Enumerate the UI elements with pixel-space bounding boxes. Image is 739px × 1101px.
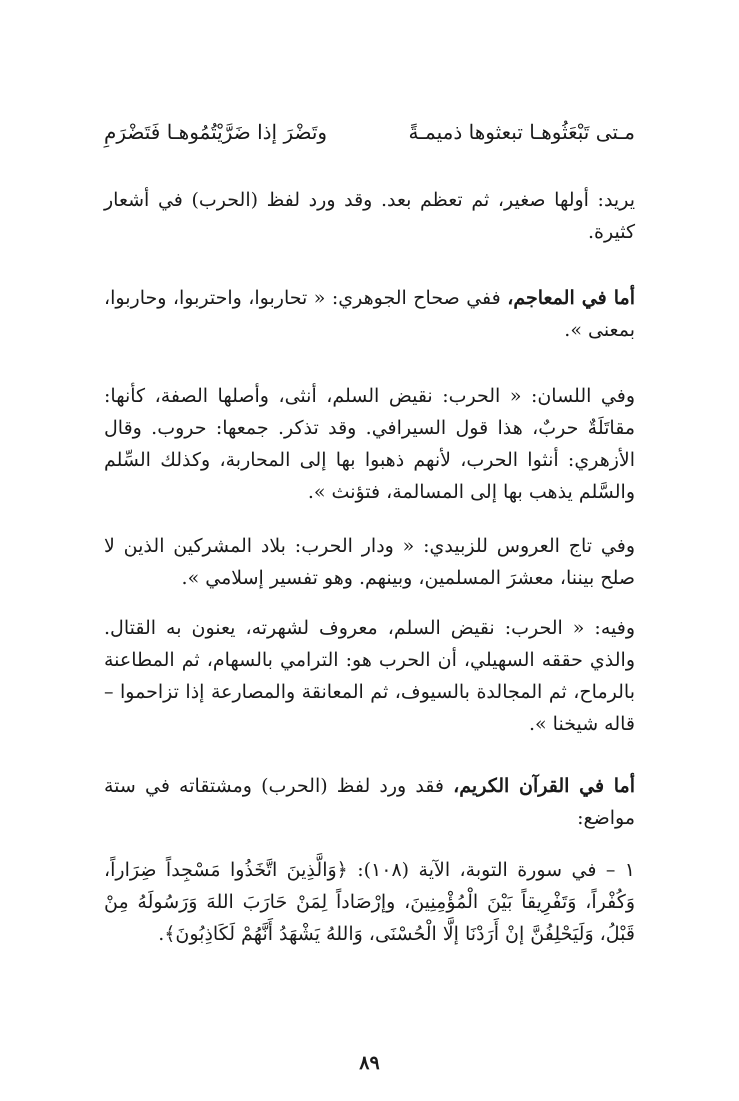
- paragraph-quran-lead: أما في القرآن الكريم،: [453, 775, 635, 797]
- paragraph-quran-intro: [104, 770, 635, 834]
- paragraph-dictionaries-text: ففي صحاح الجوهري: « تحاربوا، واحتربوا، وحاربوا، بمعنى ».: [104, 287, 635, 341]
- paragraph-dictionaries: [104, 282, 635, 346]
- paragraph-quran-text: فقد ورد لفظ (الحرب) ومشتقاته في ستة مواضع:: [104, 775, 635, 829]
- poem-verse: [104, 112, 635, 152]
- paragraph-lisan: وفي اللسان: « الحرب: نقيض السلم، أنثى، وأصلها الصفة، كأنها: مقاتَلَةٌ حربٌ، هذا قول السيرافي. وقد تذكر. جمعها: حروب. وقال الأزهري: أنثوا الحرب، لأنهم ذهبوا بها إلى المحاربة، وكذلك السِّلم والسَّلم يذهب بها إلى المسالمة، فتؤنث ».: [104, 385, 635, 503]
- paragraph-quran-verse-1: ١ – في سورة التوبة، الآية (١٠٨): ﴿وَالَّذِينَ اتَّخَذُوا مَسْجِداً ضِرَاراً، وَكُفْراً، وَتَفْرِيقاً بَيْنَ الْمُؤْمِنِينَ، وإرْصَاداً لِمَنْ حَارَبَ اللهَ وَرَسُولَهُ مِنْ قَبْلُ، وَلَيَحْلِفُنَّ إنْ أَرَدْنَا إلَّا الْحُسْنَى، وَاللهُ يَشْهَدُ أَنَّهُمْ لَكَاذِبُونَ﴾.: [104, 859, 636, 945]
- page-number: ٨٩: [359, 1052, 380, 1074]
- paragraph-meaning: يريد: أولها صغير، ثم تعظم بعد. وقد ورد لفظ (الحرب) في أشعار كثيرة.: [104, 189, 635, 243]
- verse-first-hemistich: مـتى تَبْعَثُوهـا تبعثوها ذميمـةً: [408, 120, 635, 144]
- paragraph-dictionaries-lead: أما في المعاجم،: [507, 287, 635, 309]
- paragraph-taj-definition: وفيه: « الحرب: نقيض السلم، معروف لشهرته، يعنون به القتال. والذي حققه السهيلي، أن الحرب هو: الترامي بالسهام، ثم المطاعنة بالرماح، ثم المجالدة بالسيوف، ثم المعانقة والمصارعة إذا تزاحموا – قاله شيخنا ».: [104, 617, 635, 735]
- paragraph-taj-al-arus: وفي تاج العروس للزبيدي: « ودار الحرب: بلاد المشركين الذين لا صلح بيننا، معشرَ المسلمين، وبينهم. وهو تفسير إسلامي ».: [104, 535, 635, 589]
- verse-second-hemistich: وتَضْرَ إذا ضَرَّيْتُمُوهـا فَتَضْرَمِ: [104, 120, 328, 144]
